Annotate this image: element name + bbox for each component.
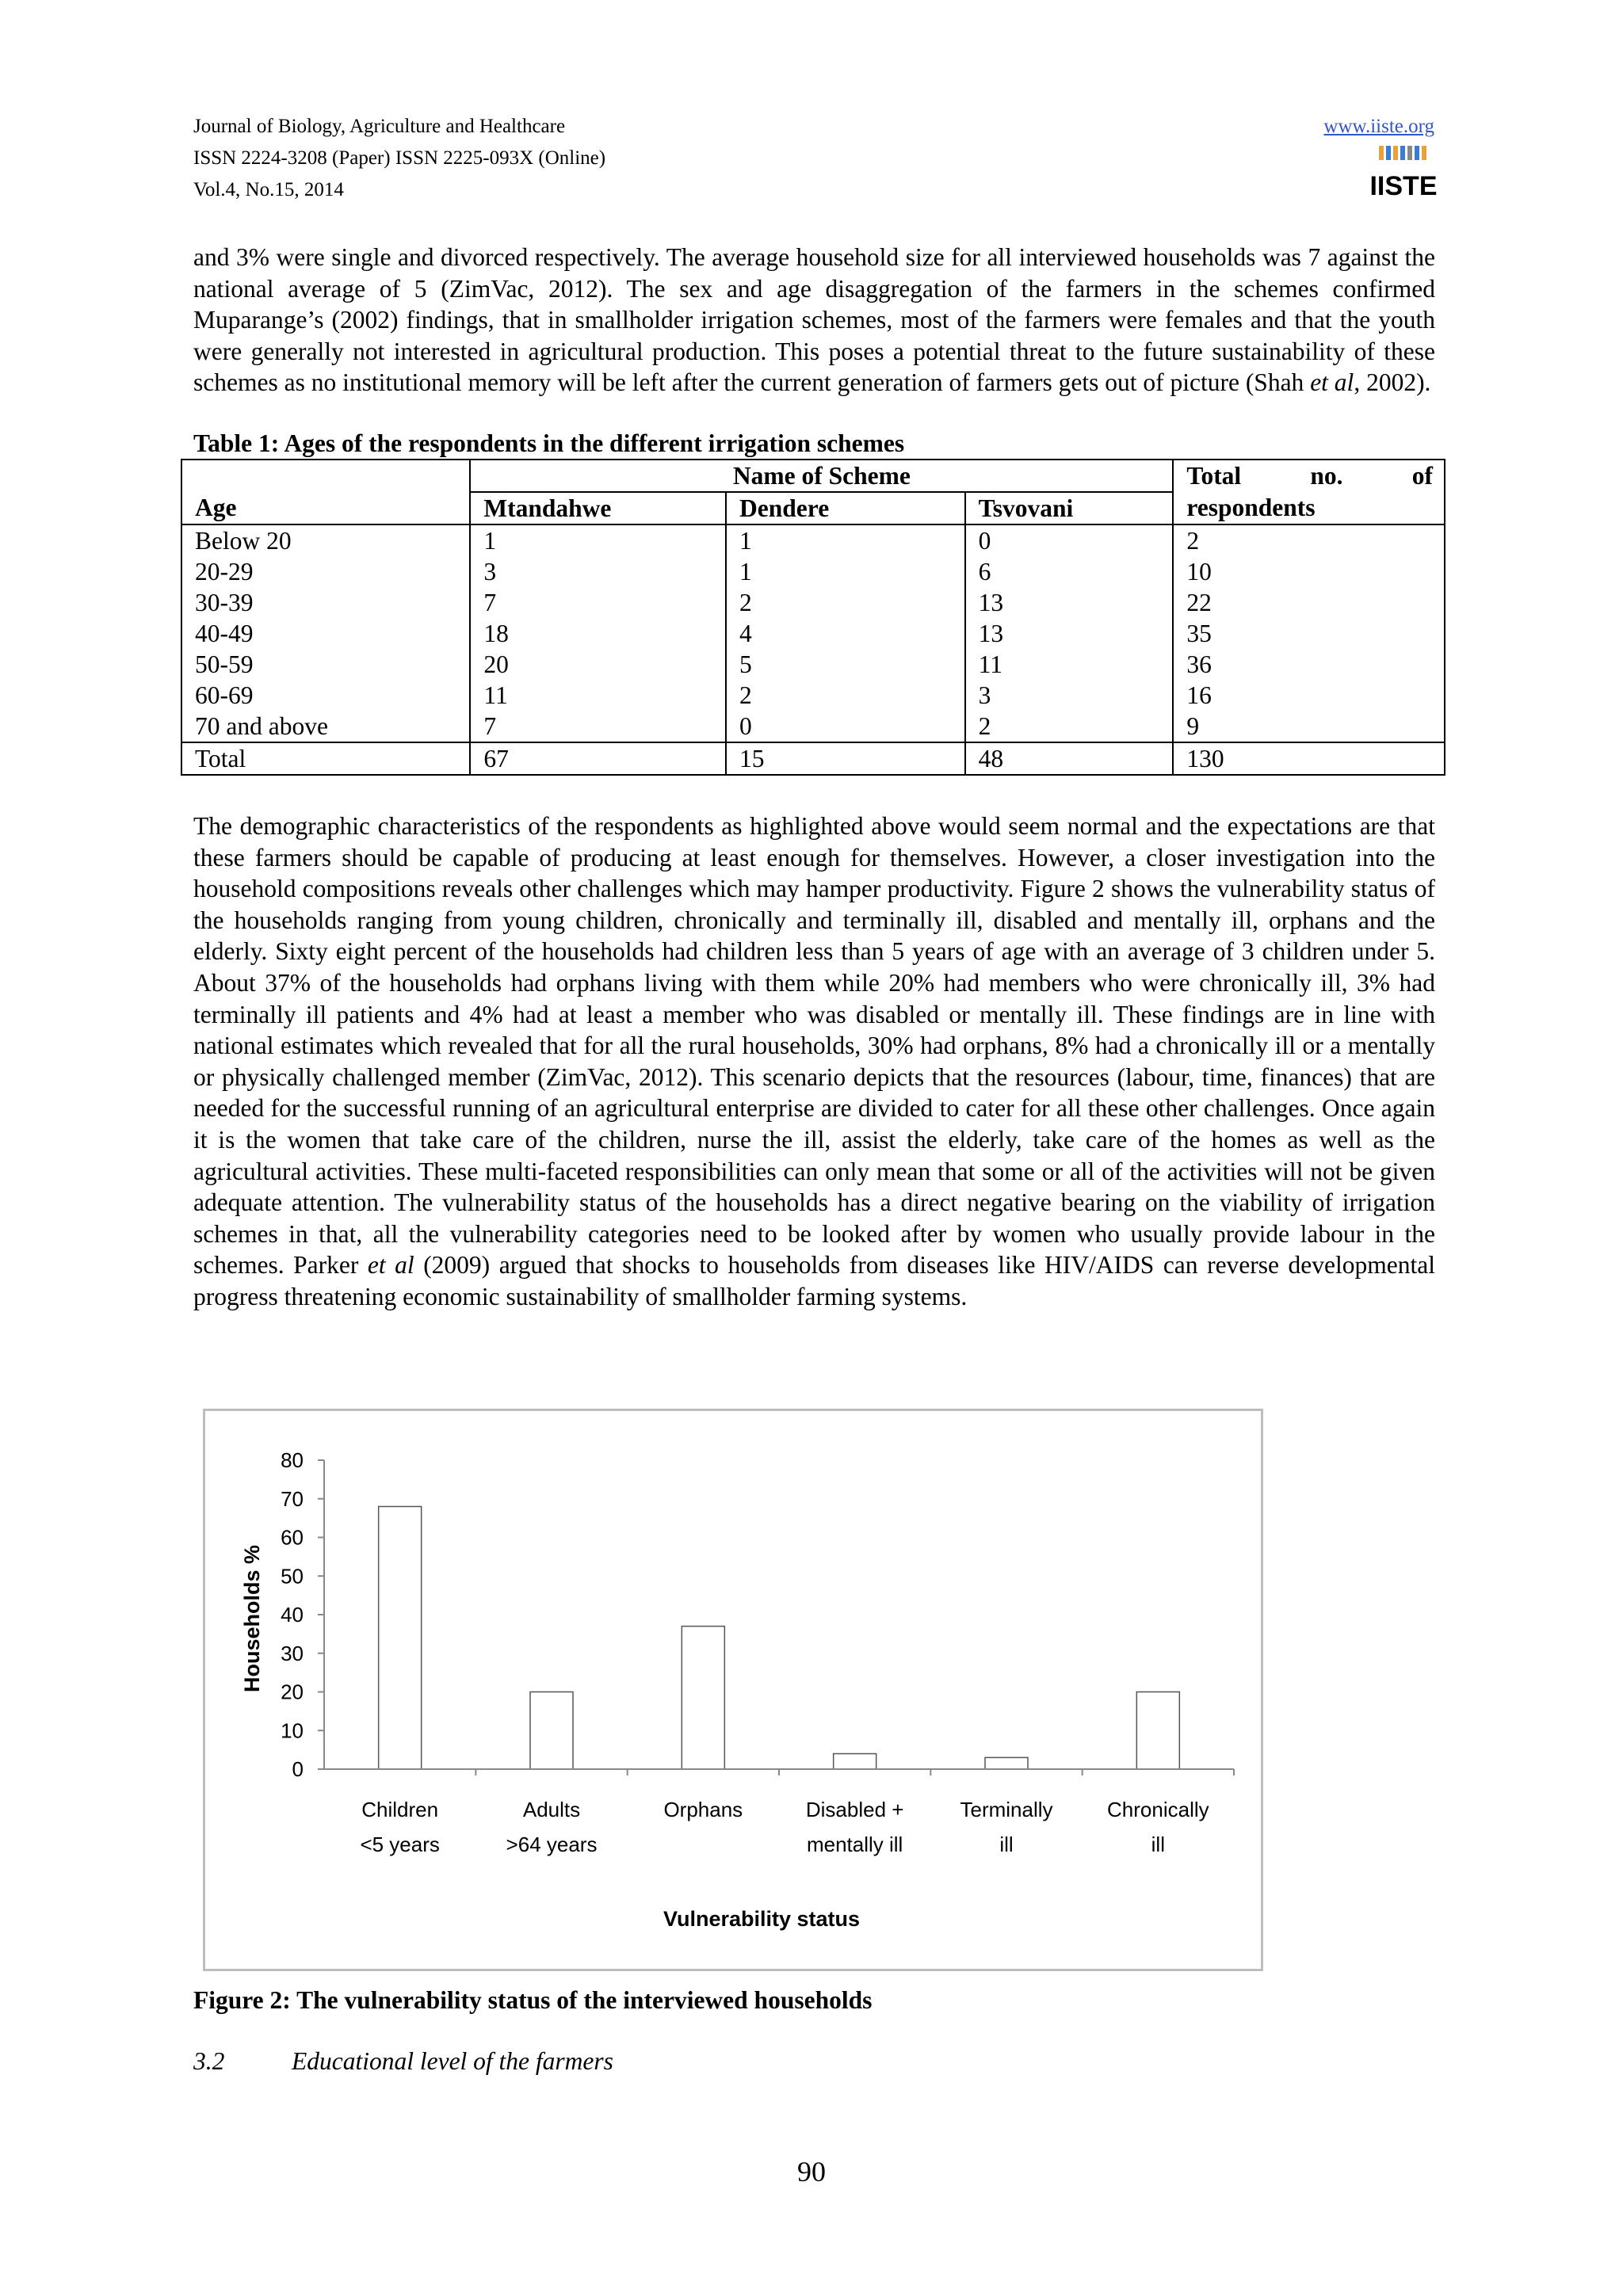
age-header: Age: [181, 492, 470, 524]
x-tick-label: Chronically: [1107, 1798, 1209, 1821]
table-row: Below 20 1 1 0 2: [181, 524, 1445, 556]
vulnerability-chart-frame: [203, 1409, 1263, 1971]
page-number: 90: [797, 2156, 826, 2187]
journal-name: Journal of Biology, Agriculture and Healthcare: [193, 116, 566, 137]
table-row: 70 and above 7 0 2 9: [181, 711, 1445, 742]
total-header-line1: Total no. of: [1173, 460, 1445, 492]
x-tick-label: <5 years: [360, 1833, 440, 1856]
table-header-blank: [181, 460, 470, 492]
col-header-mtandahwe: Mtandahwe: [470, 492, 726, 524]
bar-disabled: [834, 1754, 876, 1770]
total-header-line2: respondents: [1173, 492, 1445, 524]
section-number: 3.2: [193, 2047, 225, 2075]
x-tick-label: Terminally: [960, 1798, 1053, 1821]
table-total-row: Total 67 15 48 130: [181, 742, 1445, 775]
x-tick-label: Children: [361, 1798, 439, 1821]
table-row: 40-49 18 4 13 35: [181, 618, 1445, 649]
table-row: 50-59 20 5 11 36: [181, 649, 1445, 680]
y-tick-label: 60: [281, 1525, 304, 1550]
journal-header: [193, 111, 605, 206]
figure-caption: Figure 2: The vulnerability status of the interviewed households: [193, 1986, 873, 2014]
journal-volume: Vol.4, No.15, 2014: [193, 179, 344, 200]
x-tick-label: ill: [999, 1833, 1014, 1856]
bar-orphans: [682, 1627, 724, 1769]
bar-chronically: [1136, 1692, 1179, 1770]
body-paragraph: The demographic characteristics of the respondents as highlighted above would seem normal and the expectations are that these farmers should be capable of producing at least enough for themselves. However, a closer investigation into the household compositions reveals other challenges which may hamper productivity. Figure 2 shows the vulnerability status of the households ranging from young children, chronically and terminally ill, disabled and mentally ill, orphans and the elderly. Sixty eight percent of the households had children less than 5 years of age with an average of 3 children under 5. About 37% of the households had orphans living with them while 20% had members who were chronically ill, 3% had terminally ill patients and 4% had at least a member who was disabled or mentally ill. These findings are in line with national estimates which revealed that for all the rural households, 30% had orphans, 8% had a chronically ill or a mentally or physically challenged member (ZimVac, 2012). This scenario depicts that the resources (labour, time, finances) that are needed for the successful running of an agricultural enterprise are divided to cater for all these other challenges. Once again it is the women that take care of the children, nurse the ill, assist the elderly, take care of the homes as well as the agricultural activities. These multi-faceted responsibilities can only mean that some or all of the activities will not be given adequate attention. The vulnerability status of the households has a direct negative bearing on the viability of irrigation schemes in that, all the vulnerability categories need to be looked after by women who usually provide labour in the schemes. Parker et al (2009) argued that shocks to households from diseases like HIV/AIDS can reverse developmental progress threatening economic sustainability of smallholder farming systems.: [193, 812, 1435, 1310]
table-caption: Table 1: Ages of the respondents in the different irrigation schemes: [193, 429, 905, 457]
col-header-tsvovani: Tsvovani: [965, 492, 1174, 524]
vulnerability-bar-chart: [205, 1411, 1261, 1969]
bar-adults: [530, 1692, 573, 1770]
journal-issn: ISSN 2224-3208 (Paper) ISSN 2225-093X (Online): [193, 147, 606, 169]
x-axis-label: Vulnerability status: [663, 1907, 861, 1931]
y-tick-label: 40: [281, 1603, 304, 1627]
table-row: 60-69 11 2 3 16: [181, 680, 1445, 711]
y-tick-label: 80: [281, 1448, 304, 1472]
ages-table: [181, 459, 1445, 776]
table-row: 30-39 7 2 13 22: [181, 587, 1445, 618]
y-tick-label: 0: [292, 1757, 304, 1781]
scheme-group-header: Name of Scheme: [470, 460, 1173, 492]
x-tick-label: Disabled +: [805, 1798, 904, 1821]
y-axis-label: Households %: [240, 1544, 264, 1693]
table-row: 20-29 3 1 6 10: [181, 556, 1445, 587]
col-header-dendere: Dendere: [726, 492, 965, 524]
section-title: Educational level of the farmers: [292, 2047, 613, 2075]
logo-text: IISTE: [1369, 171, 1438, 201]
y-tick-label: 30: [281, 1641, 304, 1665]
website-link[interactable]: www.iiste.org: [1323, 116, 1434, 137]
section-heading: [193, 2046, 613, 2077]
iiste-logo: [1369, 143, 1438, 206]
x-tick-label: >64 years: [506, 1833, 598, 1856]
x-tick-label: Adults: [522, 1798, 581, 1821]
y-tick-label: 70: [281, 1486, 304, 1511]
y-tick-label: 10: [281, 1718, 304, 1743]
x-tick-label: mentally ill: [806, 1833, 903, 1856]
y-tick-label: 20: [281, 1680, 304, 1704]
x-tick-label: Orphans: [663, 1798, 743, 1821]
bar-terminally: [985, 1757, 1028, 1769]
bar-children: [379, 1507, 422, 1770]
y-tick-label: 50: [281, 1564, 304, 1589]
x-tick-label: ill: [1151, 1833, 1166, 1856]
intro-paragraph: and 3% were single and divorced respectively. The average household size for all interviewed households was 7 against the national average of 5 (ZimVac, 2012). The sex and age disaggregation of the farmers in the schemes confirmed Muparange’s (2002) findings, that in smallholder irrigation schemes, most of the farmers were females and that the youth were generally not interested in agricultural production. This poses a potential threat to the future sustainability of these schemes as no institutional memory will be left after the current generation of farmers gets out of picture (Shah et al, 2002).: [193, 243, 1435, 397]
